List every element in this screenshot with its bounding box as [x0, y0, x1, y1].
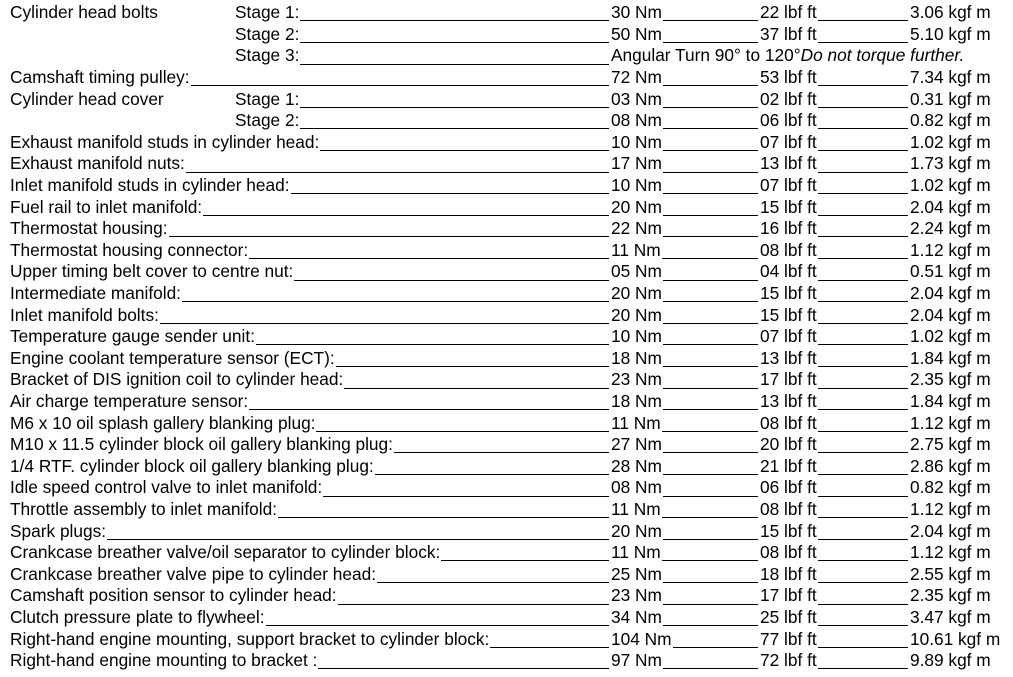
torque-row — [0, 24, 1013, 46]
leader-line — [663, 215, 758, 216]
newton-metre-value: 30 Nm — [611, 2, 662, 23]
pound-foot-value: 08 lbf ft — [760, 542, 817, 563]
pound-foot-value: 13 lbf ft — [760, 153, 817, 174]
leader-line — [663, 323, 758, 324]
newton-metre-value: 23 Nm — [611, 585, 662, 606]
leader-line — [818, 496, 908, 497]
torque-row — [0, 607, 1013, 629]
torque-row — [0, 413, 1013, 435]
leader-line — [818, 215, 908, 216]
component-label: M10 x 11.5 cylinder block oil gallery blanking plug: — [10, 434, 393, 455]
leader-line — [818, 452, 908, 453]
newton-metre-value: 03 Nm — [611, 88, 662, 109]
leader-line — [818, 366, 908, 367]
torque-warning-text: Do not torque further. — [800, 45, 965, 66]
leader-line — [818, 431, 908, 432]
stage-label: Stage 1: — [235, 88, 300, 109]
leader-line — [336, 366, 609, 367]
component-label: Fuel rail to inlet manifold: — [10, 196, 203, 217]
pound-foot-value: 22 lbf ft — [760, 2, 817, 23]
torque-row — [0, 261, 1013, 283]
leader-line — [278, 517, 609, 518]
pound-foot-value: 08 lbf ft — [760, 239, 817, 260]
leader-line — [182, 301, 609, 302]
kilogram-metre-value: 1.02 kgf m — [910, 131, 991, 152]
component-label: Exhaust manifold studs in cylinder head: — [10, 131, 320, 152]
component-label: Engine coolant temperature sensor (ECT): — [10, 347, 335, 368]
torque-row — [0, 542, 1013, 564]
leader-line — [818, 582, 908, 583]
pound-foot-value: 72 lbf ft — [760, 650, 817, 671]
leader-line — [818, 301, 908, 302]
pound-foot-value: 37 lbf ft — [760, 23, 817, 44]
pound-foot-value: 08 lbf ft — [760, 412, 817, 433]
torque-row — [0, 564, 1013, 586]
kilogram-metre-value: 2.35 kgf m — [910, 585, 991, 606]
kilogram-metre-value: 2.86 kgf m — [910, 455, 991, 476]
leader-line — [663, 496, 758, 497]
kilogram-metre-value: 1.02 kgf m — [910, 326, 991, 347]
component-label: Intermediate manifold: — [10, 283, 181, 303]
torque-row — [0, 585, 1013, 607]
leader-line — [320, 150, 609, 151]
newton-metre-value: 18 Nm — [611, 347, 662, 368]
torque-row — [0, 218, 1013, 240]
component-label: M6 x 10 oil splash gallery blanking plug: — [10, 412, 316, 433]
leader-line — [818, 323, 908, 324]
leader-line — [316, 431, 609, 432]
torque-row — [0, 67, 1013, 89]
component-label: Cylinder head bolts — [10, 2, 158, 23]
leader-line — [191, 85, 609, 86]
component-label: Upper timing belt cover to centre nut: — [10, 261, 294, 282]
leader-line — [818, 236, 908, 237]
component-label: Right-hand engine mounting, support bracket to cylinder block: — [10, 628, 490, 649]
kilogram-metre-value: 1.84 kgf m — [910, 391, 991, 411]
pound-foot-value: 53 lbf ft — [760, 67, 817, 87]
component-label: 1/4 RTF. cylinder block oil gallery blanking plug: — [10, 455, 374, 476]
torque-row — [0, 45, 1013, 67]
kilogram-metre-value: 2.24 kgf m — [910, 218, 991, 239]
leader-line — [663, 280, 758, 281]
newton-metre-value: 08 Nm — [611, 477, 662, 498]
newton-metre-value: 97 Nm — [611, 650, 662, 671]
component-label: Throttle assembly to inlet manifold: — [10, 499, 278, 519]
newton-metre-value: 104 Nm — [611, 628, 672, 649]
newton-metre-value: 11 Nm — [611, 412, 661, 433]
pound-foot-value: 06 lbf ft — [760, 477, 817, 498]
leader-line — [818, 474, 908, 475]
kilogram-metre-value: 2.35 kgf m — [910, 369, 991, 390]
leader-line — [663, 452, 758, 453]
stage-label: Stage 3: — [235, 45, 300, 66]
kilogram-metre-value: 0.82 kgf m — [910, 110, 991, 131]
component-label: Thermostat housing connector: — [10, 239, 249, 260]
pound-foot-value: 07 lbf ft — [760, 326, 817, 347]
leader-line — [663, 236, 758, 237]
component-label: Inlet manifold studs in cylinder head: — [10, 175, 290, 195]
torque-row — [0, 456, 1013, 478]
leader-line — [663, 42, 758, 43]
pound-foot-value: 02 lbf ft — [760, 88, 817, 109]
leader-line — [818, 193, 908, 194]
leader-line — [818, 128, 908, 129]
newton-metre-value: 11 Nm — [611, 542, 661, 563]
pound-foot-value: 16 lbf ft — [760, 218, 817, 239]
newton-metre-value: 10 Nm — [611, 131, 662, 152]
kilogram-metre-value: 1.73 kgf m — [910, 153, 991, 174]
leader-line — [300, 20, 609, 21]
angular-turn-text: Angular Turn 90° to 120° — [611, 45, 801, 66]
leader-line — [291, 193, 609, 194]
leader-line — [818, 388, 908, 389]
component-label: Temperature gauge sender unit: — [10, 326, 255, 347]
leader-line — [377, 582, 609, 583]
leader-line — [818, 85, 908, 86]
leader-line — [169, 236, 609, 237]
component-label: Crankcase breather valve/oil separator to cylinder block: — [10, 542, 441, 563]
leader-line — [107, 539, 609, 540]
newton-metre-value: 20 Nm — [611, 283, 662, 303]
newton-metre-value: 22 Nm — [611, 218, 662, 239]
leader-line — [818, 172, 908, 173]
leader-line — [394, 452, 609, 453]
kilogram-metre-value: 0.82 kgf m — [910, 477, 991, 498]
leader-line — [663, 366, 758, 367]
component-label: Thermostat housing: — [10, 218, 168, 239]
leader-line — [249, 409, 609, 410]
newton-metre-value: 11 Nm — [611, 239, 661, 260]
pound-foot-value: 17 lbf ft — [760, 369, 817, 390]
pound-foot-value: 25 lbf ft — [760, 607, 817, 627]
leader-line — [344, 388, 609, 389]
kilogram-metre-value: 10.61 kgf m — [910, 628, 1001, 649]
leader-line — [818, 20, 908, 21]
leader-line — [318, 668, 609, 669]
pound-foot-value: 13 lbf ft — [760, 391, 817, 411]
torque-row — [0, 132, 1013, 154]
leader-line — [663, 150, 758, 151]
component-label: Camshaft position sensor to cylinder head: — [10, 585, 337, 606]
newton-metre-value: 11 Nm — [611, 499, 661, 519]
leader-line — [818, 107, 908, 108]
torque-row — [0, 326, 1013, 348]
stage-label: Stage 1: — [235, 2, 300, 23]
component-label: Crankcase breather valve pipe to cylinder head: — [10, 563, 376, 584]
stage-label: Stage 2: — [235, 110, 300, 131]
leader-line — [300, 128, 609, 129]
component-label: Exhaust manifold nuts: — [10, 153, 185, 174]
torque-row — [0, 110, 1013, 132]
component-label: Air charge temperature sensor: — [10, 391, 249, 411]
newton-metre-value: 50 Nm — [611, 23, 662, 44]
torque-row — [0, 153, 1013, 175]
leader-line — [266, 625, 609, 626]
torque-row — [0, 240, 1013, 262]
leader-line — [663, 474, 758, 475]
leader-line — [663, 344, 758, 345]
torque-row — [0, 175, 1013, 197]
leader-line — [818, 150, 908, 151]
pound-foot-value: 13 lbf ft — [760, 347, 817, 368]
kilogram-metre-value: 1.02 kgf m — [910, 175, 991, 195]
leader-line — [663, 604, 758, 605]
component-label: Cylinder head cover — [10, 88, 164, 109]
torque-row — [0, 477, 1013, 499]
newton-metre-value: 10 Nm — [611, 326, 662, 347]
leader-line — [663, 193, 758, 194]
pound-foot-value: 15 lbf ft — [760, 196, 817, 217]
leader-line — [300, 107, 609, 108]
leader-line — [249, 258, 609, 259]
leader-line — [662, 258, 758, 259]
leader-line — [673, 647, 758, 648]
component-label: Inlet manifold bolts: — [10, 304, 159, 325]
pound-foot-value: 18 lbf ft — [760, 563, 817, 584]
leader-line — [818, 344, 908, 345]
newton-metre-value: 34 Nm — [611, 607, 662, 627]
leader-line — [490, 647, 609, 648]
torque-row — [0, 283, 1013, 305]
leader-line — [300, 64, 609, 65]
torque-row — [0, 629, 1013, 651]
leader-line — [662, 431, 758, 432]
torque-row — [0, 348, 1013, 370]
pound-foot-value: 15 lbf ft — [760, 304, 817, 325]
kilogram-metre-value: 1.12 kgf m — [910, 412, 991, 433]
pound-foot-value: 15 lbf ft — [760, 520, 817, 541]
kilogram-metre-value: 3.47 kgf m — [910, 607, 991, 627]
torque-row — [0, 499, 1013, 521]
leader-line — [375, 474, 609, 475]
leader-line — [186, 172, 609, 173]
newton-metre-value: 72 Nm — [611, 67, 662, 87]
leader-line — [818, 539, 908, 540]
leader-line — [818, 668, 908, 669]
torque-row — [0, 391, 1013, 413]
kilogram-metre-value: 1.12 kgf m — [910, 239, 991, 260]
pound-foot-value: 07 lbf ft — [760, 131, 817, 152]
leader-line — [663, 301, 758, 302]
torque-row — [0, 2, 1013, 24]
torque-row — [0, 89, 1013, 111]
pound-foot-value: 17 lbf ft — [760, 585, 817, 606]
newton-metre-value: 10 Nm — [611, 175, 662, 195]
component-label: Right-hand engine mounting to bracket : — [10, 650, 318, 671]
kilogram-metre-value: 1.12 kgf m — [910, 542, 991, 563]
kilogram-metre-value: 2.04 kgf m — [910, 304, 991, 325]
kilogram-metre-value: 1.12 kgf m — [910, 499, 991, 519]
newton-metre-value: 27 Nm — [611, 434, 662, 455]
leader-line — [663, 172, 758, 173]
leader-line — [818, 42, 908, 43]
newton-metre-value: 25 Nm — [611, 563, 662, 584]
leader-line — [160, 323, 609, 324]
pound-foot-value: 15 lbf ft — [760, 283, 817, 303]
leader-line — [662, 560, 758, 561]
pound-foot-value: 07 lbf ft — [760, 175, 817, 195]
torque-row — [0, 650, 1013, 672]
leader-line — [663, 85, 758, 86]
newton-metre-value: 28 Nm — [611, 455, 662, 476]
leader-line — [663, 625, 758, 626]
leader-line — [663, 539, 758, 540]
leader-line — [818, 604, 908, 605]
torque-row — [0, 197, 1013, 219]
leader-line — [663, 20, 758, 21]
leader-line — [818, 258, 908, 259]
stage-label: Stage 2: — [235, 23, 300, 44]
newton-metre-value: 20 Nm — [611, 304, 662, 325]
leader-line — [441, 560, 609, 561]
kilogram-metre-value: 2.04 kgf m — [910, 520, 991, 541]
kilogram-metre-value: 2.55 kgf m — [910, 563, 991, 584]
leader-line — [663, 388, 758, 389]
leader-line — [818, 280, 908, 281]
pound-foot-value: 20 lbf ft — [760, 434, 817, 455]
newton-metre-value: 23 Nm — [611, 369, 662, 390]
leader-line — [338, 604, 609, 605]
leader-line — [663, 128, 758, 129]
leader-line — [294, 280, 609, 281]
leader-line — [663, 409, 758, 410]
component-label: Clutch pressure plate to flywheel: — [10, 607, 265, 627]
leader-line — [662, 517, 758, 518]
leader-line — [818, 560, 908, 561]
leader-line — [818, 409, 908, 410]
kilogram-metre-value: 3.06 kgf m — [910, 2, 991, 23]
kilogram-metre-value: 1.84 kgf m — [910, 347, 991, 368]
leader-line — [300, 42, 609, 43]
newton-metre-value: 20 Nm — [611, 196, 662, 217]
kilogram-metre-value: 2.75 kgf m — [910, 434, 991, 455]
torque-row — [0, 369, 1013, 391]
kilogram-metre-value: 0.51 kgf m — [910, 261, 991, 282]
component-label: Bracket of DIS ignition coil to cylinder head: — [10, 369, 344, 390]
component-label: Spark plugs: — [10, 520, 107, 541]
leader-line — [323, 496, 609, 497]
pound-foot-value: 04 lbf ft — [760, 261, 817, 282]
leader-line — [256, 344, 609, 345]
pound-foot-value: 77 lbf ft — [760, 628, 817, 649]
torque-row — [0, 305, 1013, 327]
leader-line — [663, 107, 758, 108]
pound-foot-value: 21 lbf ft — [760, 455, 817, 476]
component-label: Idle speed control valve to inlet manifold: — [10, 477, 323, 498]
pound-foot-value: 08 lbf ft — [760, 499, 817, 519]
angular-turn-note — [611, 45, 964, 67]
torque-row — [0, 434, 1013, 456]
torque-row — [0, 521, 1013, 543]
leader-line — [663, 582, 758, 583]
newton-metre-value: 17 Nm — [611, 153, 662, 174]
leader-line — [663, 668, 758, 669]
component-label: Camshaft timing pulley: — [10, 67, 190, 87]
leader-line — [818, 647, 908, 648]
kilogram-metre-value: 0.31 kgf m — [910, 88, 991, 109]
kilogram-metre-value: 9.89 kgf m — [910, 650, 991, 671]
kilogram-metre-value: 5.10 kgf m — [910, 23, 991, 44]
kilogram-metre-value: 7.34 kgf m — [910, 67, 991, 87]
leader-line — [818, 625, 908, 626]
kilogram-metre-value: 2.04 kgf m — [910, 283, 991, 303]
leader-line — [818, 517, 908, 518]
kilogram-metre-value: 2.04 kgf m — [910, 196, 991, 217]
newton-metre-value: 08 Nm — [611, 110, 662, 131]
newton-metre-value: 20 Nm — [611, 520, 662, 541]
newton-metre-value: 05 Nm — [611, 261, 662, 282]
pound-foot-value: 06 lbf ft — [760, 110, 817, 131]
newton-metre-value: 18 Nm — [611, 391, 662, 411]
leader-line — [203, 215, 609, 216]
